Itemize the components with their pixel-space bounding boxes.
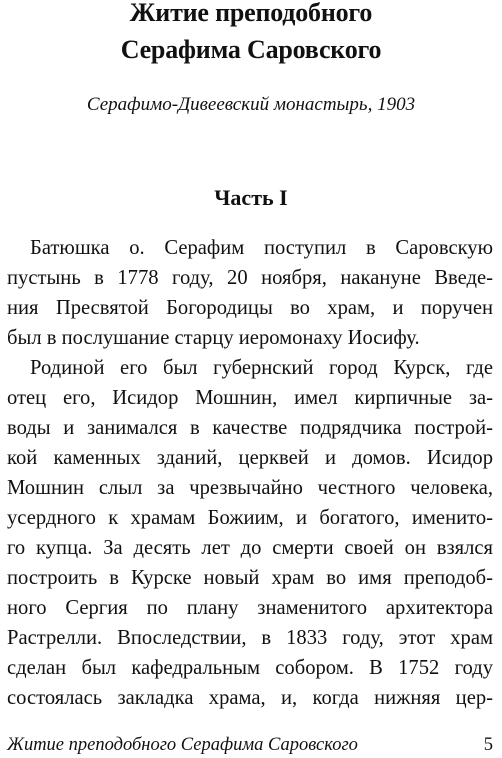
text-line: ного Сергия по плану знаменитого архитектора [7,597,493,619]
text-line: усердного к храмам Божиим, и богатого, именито- [7,507,493,529]
text-line: пустынь в 1778 году, 20 ноября, накануне Введе- [7,267,493,289]
text-line: Батюшка о. Серафим поступил в Саровскую [30,237,493,259]
text-line: был в послушание старцу иеромонаху Иосифу. [7,327,420,349]
text-line: отец его, Исидор Мошнин, имел кирпичные за- [7,387,493,409]
part-heading: Часть I [214,185,288,210]
book-title-line-1: Житие преподобного [129,0,373,27]
running-title: Житие преподобного Серафима Саровского [7,735,358,755]
text-line: состоялась закладка храма, и, когда нижняя цер- [7,687,493,709]
text-line: го купца. За десять лет до смерти своей он взялся [7,537,493,559]
text-line: Растрелли. Впоследствии, в 1833 году, этот храм [7,627,493,649]
text-line: воды и занимался в качестве подрядчика построй- [7,417,493,439]
book-title-line-2: Серафима Саровского [120,35,382,64]
text-line: ния Пресвятой Богородицы во храм, и поручен [7,297,493,319]
text-line: кой каменных зданий, церквей и домов. Исидор [7,447,493,469]
subtitle-source: Серафимо-Дивеевский монастырь, 1903 [86,94,416,115]
text-line: построить в Курске новый храм во имя преподоб- [7,567,493,589]
page-number: 5 [483,735,493,755]
text-line: Мошнин слыл за чрезвычайно честного человека, [7,477,493,499]
text-line: Родиной его был губернский город Курск, где [30,357,493,379]
text-line: сделан был кафедральным собором. В 1752 году [7,657,493,679]
